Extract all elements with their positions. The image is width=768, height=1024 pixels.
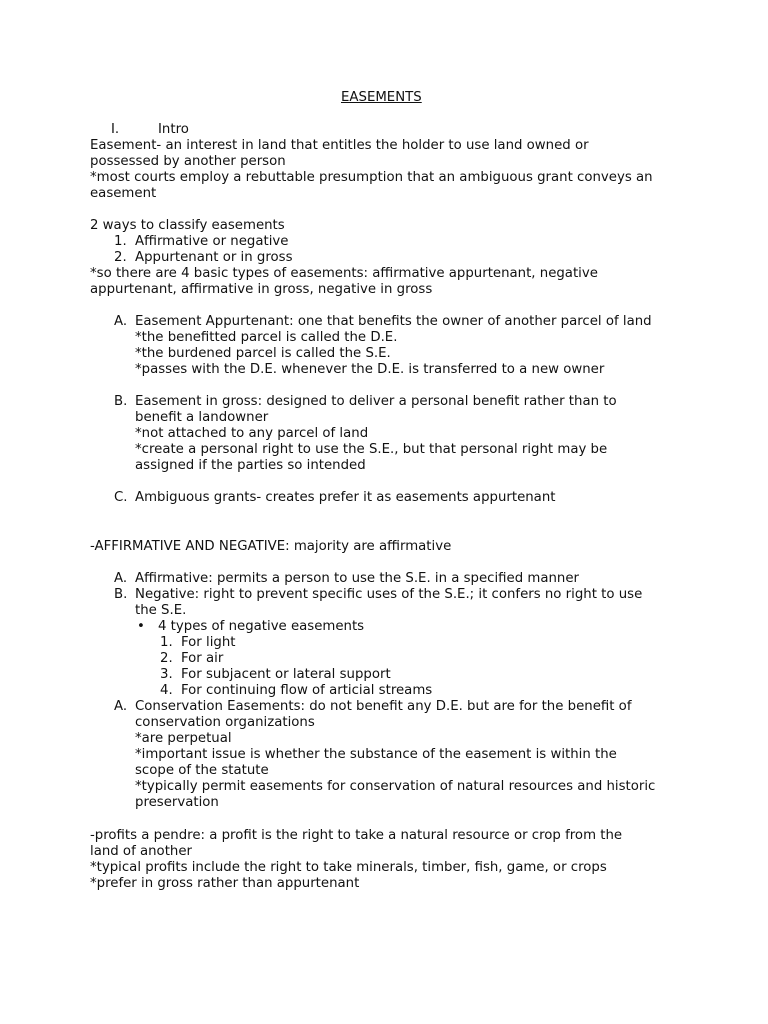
type-a-line: *the burdened parcel is called the S.E.: [135, 346, 391, 361]
type-a-line: *the benefitted parcel is called the D.E.: [135, 330, 398, 345]
intro-definition-line: Easement- an interest in land that entitles the holder to use land owned or: [90, 138, 589, 153]
type-b-marker: B.: [114, 394, 128, 409]
type-c-line: Ambiguous grants- creates prefer it as easements appurtenant: [135, 490, 556, 505]
negative-type-text: For air: [181, 651, 224, 666]
type-b-line: assigned if the parties so intended: [135, 458, 366, 473]
type-b-line: benefit a landowner: [135, 410, 269, 425]
negative-type-marker: 3.: [160, 667, 173, 682]
type-a-line: *passes with the D.E. whenever the D.E. is transferred to a new owner: [135, 362, 605, 377]
conservation-marker: A.: [114, 699, 128, 714]
bullet-text: 4 types of negative easements: [158, 619, 365, 634]
conservation-line: *important issue is whether the substance of the easement is within the: [135, 747, 617, 762]
type-a-line: Easement Appurtenant: one that benefits the owner of another parcel of land: [135, 314, 652, 329]
type-c-marker: C.: [114, 490, 128, 505]
intro-definition-line: possessed by another person: [90, 154, 286, 169]
page-title: EASEMENTS: [341, 90, 422, 105]
conservation-line: scope of the statute: [135, 763, 269, 778]
negative-marker: B.: [114, 587, 128, 602]
negative-type-marker: 1.: [160, 635, 173, 650]
type-a-marker: A.: [114, 314, 128, 329]
classify-item-marker: 1.: [114, 234, 127, 249]
negative-type-text: For subjacent or lateral support: [181, 667, 391, 682]
intro-heading: Intro: [158, 122, 189, 137]
negative-type-marker: 2.: [160, 651, 173, 666]
conservation-line: conservation organizations: [135, 715, 315, 730]
intro-numeral: I.: [111, 122, 120, 137]
bullet-marker: •: [137, 619, 145, 634]
classify-item-text: Appurtenant or in gross: [135, 250, 293, 265]
affirmative-marker: A.: [114, 571, 128, 586]
classify-item-text: Affirmative or negative: [135, 234, 289, 249]
profits-line: *prefer in gross rather than appurtenant: [90, 876, 360, 891]
conservation-line: preservation: [135, 795, 219, 810]
affirmative-negative-heading: -AFFIRMATIVE AND NEGATIVE: majority are affirmative: [90, 539, 452, 554]
classify-item-marker: 2.: [114, 250, 127, 265]
profits-line: -profits a pendre: a profit is the right to take a natural resource or crop from the: [90, 828, 623, 843]
classify-note-line: appurtenant, affirmative in gross, negative in gross: [90, 282, 433, 297]
negative-line: the S.E.: [135, 603, 187, 618]
conservation-line: Conservation Easements: do not benefit any D.E. but are for the benefit of: [135, 699, 632, 714]
type-b-line: *not attached to any parcel of land: [135, 426, 369, 441]
profits-line: *typical profits include the right to take minerals, timber, fish, game, or crops: [90, 860, 607, 875]
affirmative-text: Affirmative: permits a person to use the S.E. in a specified manner: [135, 571, 580, 586]
negative-type-marker: 4.: [160, 683, 173, 698]
negative-type-text: For continuing flow of articial streams: [181, 683, 433, 698]
intro-definition-line: *most courts employ a rebuttable presumption that an ambiguous grant conveys an: [90, 170, 653, 185]
type-b-line: *create a personal right to use the S.E., but that personal right may be: [135, 442, 608, 457]
negative-line: Negative: right to prevent specific uses of the S.E.; it confers no right to use: [135, 587, 643, 602]
conservation-line: *typically permit easements for conservation of natural resources and historic: [135, 779, 656, 794]
negative-type-text: For light: [181, 635, 236, 650]
profits-line: land of another: [90, 844, 192, 859]
type-b-line: Easement in gross: designed to deliver a personal benefit rather than to: [135, 394, 617, 409]
intro-definition-line: easement: [90, 186, 157, 201]
conservation-line: *are perpetual: [135, 731, 232, 746]
classify-heading: 2 ways to classify easements: [90, 218, 285, 233]
classify-note-line: *so there are 4 basic types of easements: affirmative appurtenant, negative: [90, 266, 598, 281]
